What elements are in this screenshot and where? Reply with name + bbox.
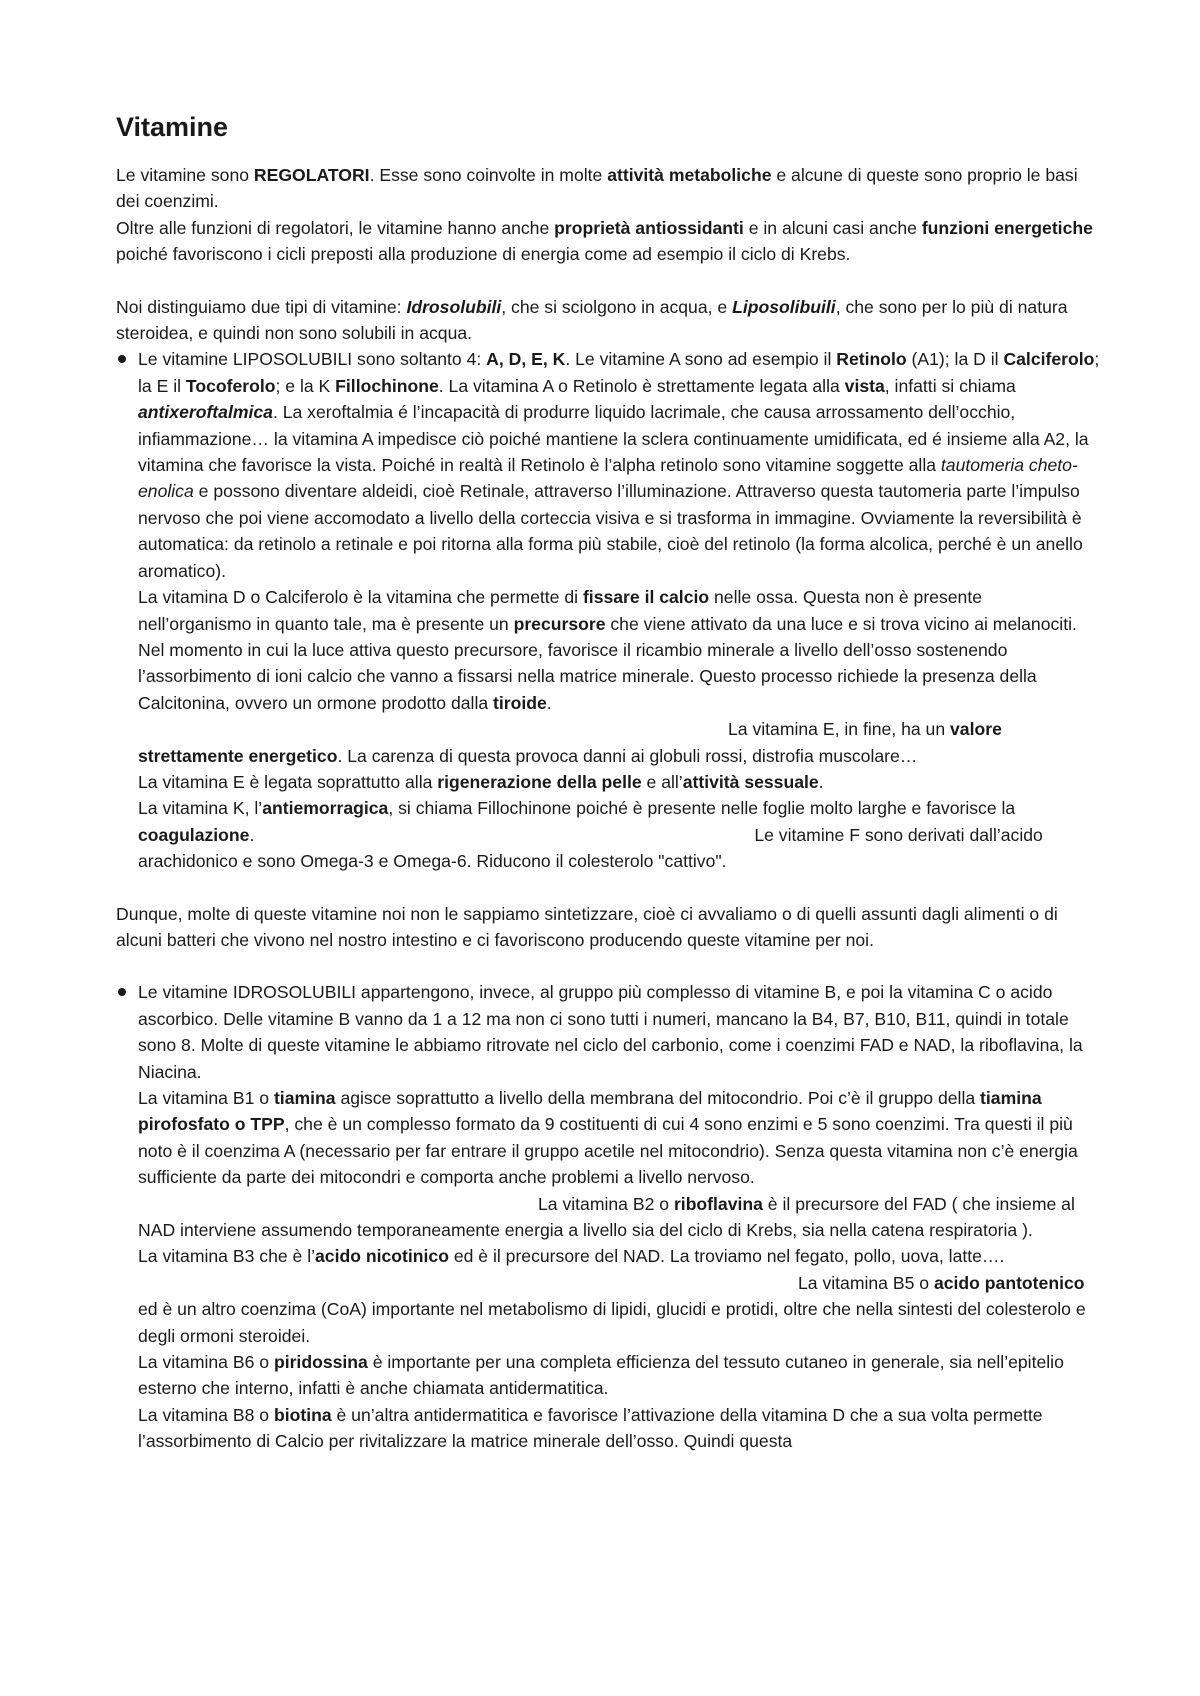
list-item-text [138, 1243, 1100, 1349]
bold-term: tiamina [273, 1088, 336, 1108]
text-run: , si chiama Fillochinone poiché è presente nelle foglie molto larghe e favorisce la [388, 798, 1016, 819]
bold-term: proprietà antiossidanti [554, 217, 744, 238]
text-run: , infatti si chiama [884, 375, 1016, 396]
list-item-text [138, 346, 1100, 584]
text-run: La vitamina B2 o [538, 1193, 674, 1214]
bold-term: Tocoferolo [185, 375, 276, 396]
page-title: Vitamine [116, 112, 229, 142]
text-run: Oltre alle funzioni di regolatori, le vitamine hanno anche [116, 217, 555, 238]
text-run: ed è il precursore del NAD. La troviamo nel fegato, pollo, uova, latte…. [448, 1246, 1005, 1267]
text-run: . Esse sono coinvolte in molte [369, 165, 608, 185]
bold-term: REGOLATORI [253, 165, 370, 185]
bold-term: acido nicotinico [315, 1246, 449, 1267]
list-item-text [138, 795, 1100, 874]
text-run: . [818, 771, 824, 792]
text-run: nelle ossa. Questa non è presente nell’organismo in quanto tale, ma è presente un [138, 587, 983, 634]
bold-term: Calciferolo [1003, 349, 1095, 370]
text-run: e all’ [641, 771, 683, 792]
bold-term: Fillochinone [335, 375, 439, 396]
list-item-idrosolubili [116, 979, 1100, 1454]
bullet-icon [118, 355, 126, 363]
text-run: La vitamina B1 o [138, 1088, 274, 1108]
list-item-liposolubili [116, 346, 1100, 874]
italic-term: tautomeria cheto-enolica [138, 455, 1078, 502]
text-run: Noi distinguiamo due tipi di vitamine: [116, 296, 407, 317]
text-run: poiché favoriscono i cicli preposti alla produzione di energia come ad esempio il ciclo di Krebs. [116, 244, 851, 265]
text-run: , che si sciolgono in acqua, e [501, 296, 733, 317]
list-item-text [138, 1402, 1100, 1455]
bold-term: antiemorragica [262, 798, 389, 819]
bullet-icon [118, 988, 126, 996]
bold-italic-term: Liposolibuili [732, 296, 836, 317]
bold-term: biotina [273, 1404, 332, 1425]
intro-paragraph [116, 215, 1100, 268]
text-run: . Le vitamine A sono ad esempio il [565, 349, 837, 370]
text-run: , che sono per lo più di natura steroidea, e quindi non sono solubili in acqua. [116, 296, 1068, 344]
bold-italic-term: Idrosolubili [406, 296, 502, 317]
bold-term: riboflavina [673, 1193, 763, 1214]
paragraph-gap [116, 268, 1100, 294]
bold-term: coagulazione [138, 824, 250, 845]
text-run: Le vitamine F sono derivati dall’acido arachidonico e sono Omega-3 e Omega-6. Riducono il colesterolo "cattivo". [138, 824, 1043, 872]
text-run: La vitamina D o Calciferolo è la vitamina che permette di [138, 587, 583, 608]
bold-term: rigenerazione della pelle [437, 771, 642, 792]
bold-term: tiroide [493, 692, 547, 713]
text-run: è importante per una completa efficienza del tessuto cutaneo in generale, sia nell’epitelio esterno che interno, infatti è anche chiamata antidermatitica. [138, 1352, 1064, 1399]
text-run: è un’altra antidermatitica e favorisce l’attivazione della vitamina D che a sua volta permette l’assorbimento di Calcio per rivitalizzare la matrice minerale dell’osso. Quindi questa [138, 1404, 1043, 1452]
bold-term: funzioni energetiche [921, 217, 1093, 238]
text-run: . La vitamina A o Retinolo è strettamente legata alla [438, 375, 845, 396]
text-run: (A1); la D il [906, 349, 1004, 370]
text-run: e possono diventare aldeidi, cioè Retinale, attraverso l’illuminazione. Attraverso questa tautomeria parte l’impulso nervoso che poi viene accomodato a livello della corteccia visiva e si trasforma in immagine. Ovviamente la reversibilità è automatica: da retinolo a retinale e poi ritorna alla forma più stabile, cioè del retinolo (la forma alcolica, perché è un anello aromatico). [138, 481, 1083, 581]
paragraph-gap [116, 875, 1100, 901]
text-run: ; la E il [138, 349, 1100, 396]
bold-italic-term: antixeroftalmica [138, 402, 273, 423]
text-run: . [546, 692, 552, 713]
text-run: , che è un complesso formato da 9 costituenti di cui 4 sono enzimi e 5 sono coenzimi. Tra questi il più noto è il coenzima A (necessario per far entrare il gruppo acetile nel mitocondrio). Senza questa vitamina non c’è energia sufficiente da parte dei mitocondri e comporta anche problemi a livello nervoso. [138, 1114, 1078, 1188]
bold-term: A, D, E, K [486, 349, 566, 370]
paragraph-gap [116, 953, 1100, 979]
intro-paragraph [116, 162, 1100, 215]
text-run: La vitamina B6 o [138, 1352, 274, 1373]
text-run: agisce soprattutto a livello della membrana del mitocondrio. Poi c’è il gruppo della [335, 1088, 981, 1108]
text-run: ed è un altro coenzima (CoA) importante nel metabolismo di lipidi, glucidi e protidi, oltre che nella sintesti del colesterolo e degli ormoni steroidei. [138, 1299, 1086, 1346]
bold-term: attività sessuale [682, 771, 819, 792]
list-item-text: Le vitamine IDROSOLUBILI appartengono, invece, al gruppo più complesso di vitamine B, e poi la vitamina C o acido ascorbico. Delle vitamine B vanno da 1 a 12 ma non ci sono tutti i numeri, mancano la B4, B7, B10, B11, quindi in totale sono 8. Molte di queste vitamine le abbiamo ritrovate nel ciclo del carbonio, come i coenzimi FAD e NAD, la riboflavina, la Niacina. [138, 982, 1083, 1082]
list-item-text [138, 1085, 1100, 1243]
bold-term: attività metaboliche [607, 165, 772, 185]
list-item-text [138, 584, 1100, 769]
text-run: Le vitamine sono [116, 165, 254, 185]
text-run: La vitamina K, l’ [138, 798, 263, 819]
types-paragraph [116, 294, 1100, 347]
bold-term: Retinolo [836, 349, 907, 370]
list-item-text [138, 769, 1100, 795]
text-run: è il precursore del FAD ( che insieme al NAD interviene assumendo temporaneamente energia a livello sia del ciclo di Krebs, sia nella catena respiratoria ). [138, 1193, 1075, 1241]
text-run: . [249, 824, 255, 845]
text-run: che viene attivato da una luce e si trova vicino ai melanociti. Nel momento in cui la luce attiva questo precursore, favorisce il ricambio minerale a livello dell’osso sostenendo l’assorbimento di ioni calcio che vanno a fissarsi nella matrice minerale. Questo processo richiede la presenza della Calcitonina, ovvero un ormone prodotto dalla [138, 613, 1077, 713]
text-run: Le vitamine LIPOSOLUBILI sono soltanto 4: [138, 349, 487, 370]
document-body [116, 110, 1100, 1455]
text-run: La vitamina E è legata soprattutto alla [138, 771, 438, 792]
bold-term: precursore [513, 613, 606, 634]
bold-term: vista [844, 375, 885, 396]
middle-paragraph: Dunque, molte di queste vitamine noi non le sappiamo sintetizzare, cioè ci avvaliamo o di quelli assunti dagli alimenti o di alcuni batteri che vivono nel nostro intestino e ci favoriscono producendo queste vitamine per noi. [116, 903, 1058, 950]
text-run: . La carenza di questa provoca danni ai globuli rossi, distrofia muscolare… [337, 745, 918, 766]
text-run: e alcune di queste sono proprio le basi dei coenzimi. [116, 165, 1078, 212]
text-run: La vitamina B5 o [798, 1272, 934, 1293]
bold-term: valore strettamente energetico [138, 719, 1002, 766]
text-run: e in alcuni casi anche [743, 217, 922, 238]
bold-term: piridossina [273, 1352, 368, 1373]
text-run: La vitamina E, in fine, ha un [728, 719, 951, 740]
text-run: . La xeroftalmia é l’incapacità di produrre liquido lacrimale, che causa arrossamento dell’occhio, infiammazione… la vitamina A impedisce ciò poiché mantiene la sclera continuamente umidificata, ed é insieme alla A2, la vitamina che favorisce la vista. Poiché in realtà il Retinolo è l’alpha retinolo sono vitamine soggette alla [138, 402, 1089, 476]
list-item-text [138, 1349, 1100, 1402]
bold-term: tiamina pirofosfato o TPP [138, 1088, 1042, 1135]
text-run: ; e la K [275, 375, 336, 396]
text-run: La vitamina B8 o [138, 1404, 274, 1425]
text-run: La vitamina B3 che è l’ [138, 1246, 316, 1267]
bold-term: fissare il calcio [582, 587, 710, 608]
bold-term: acido pantotenico [933, 1272, 1085, 1293]
